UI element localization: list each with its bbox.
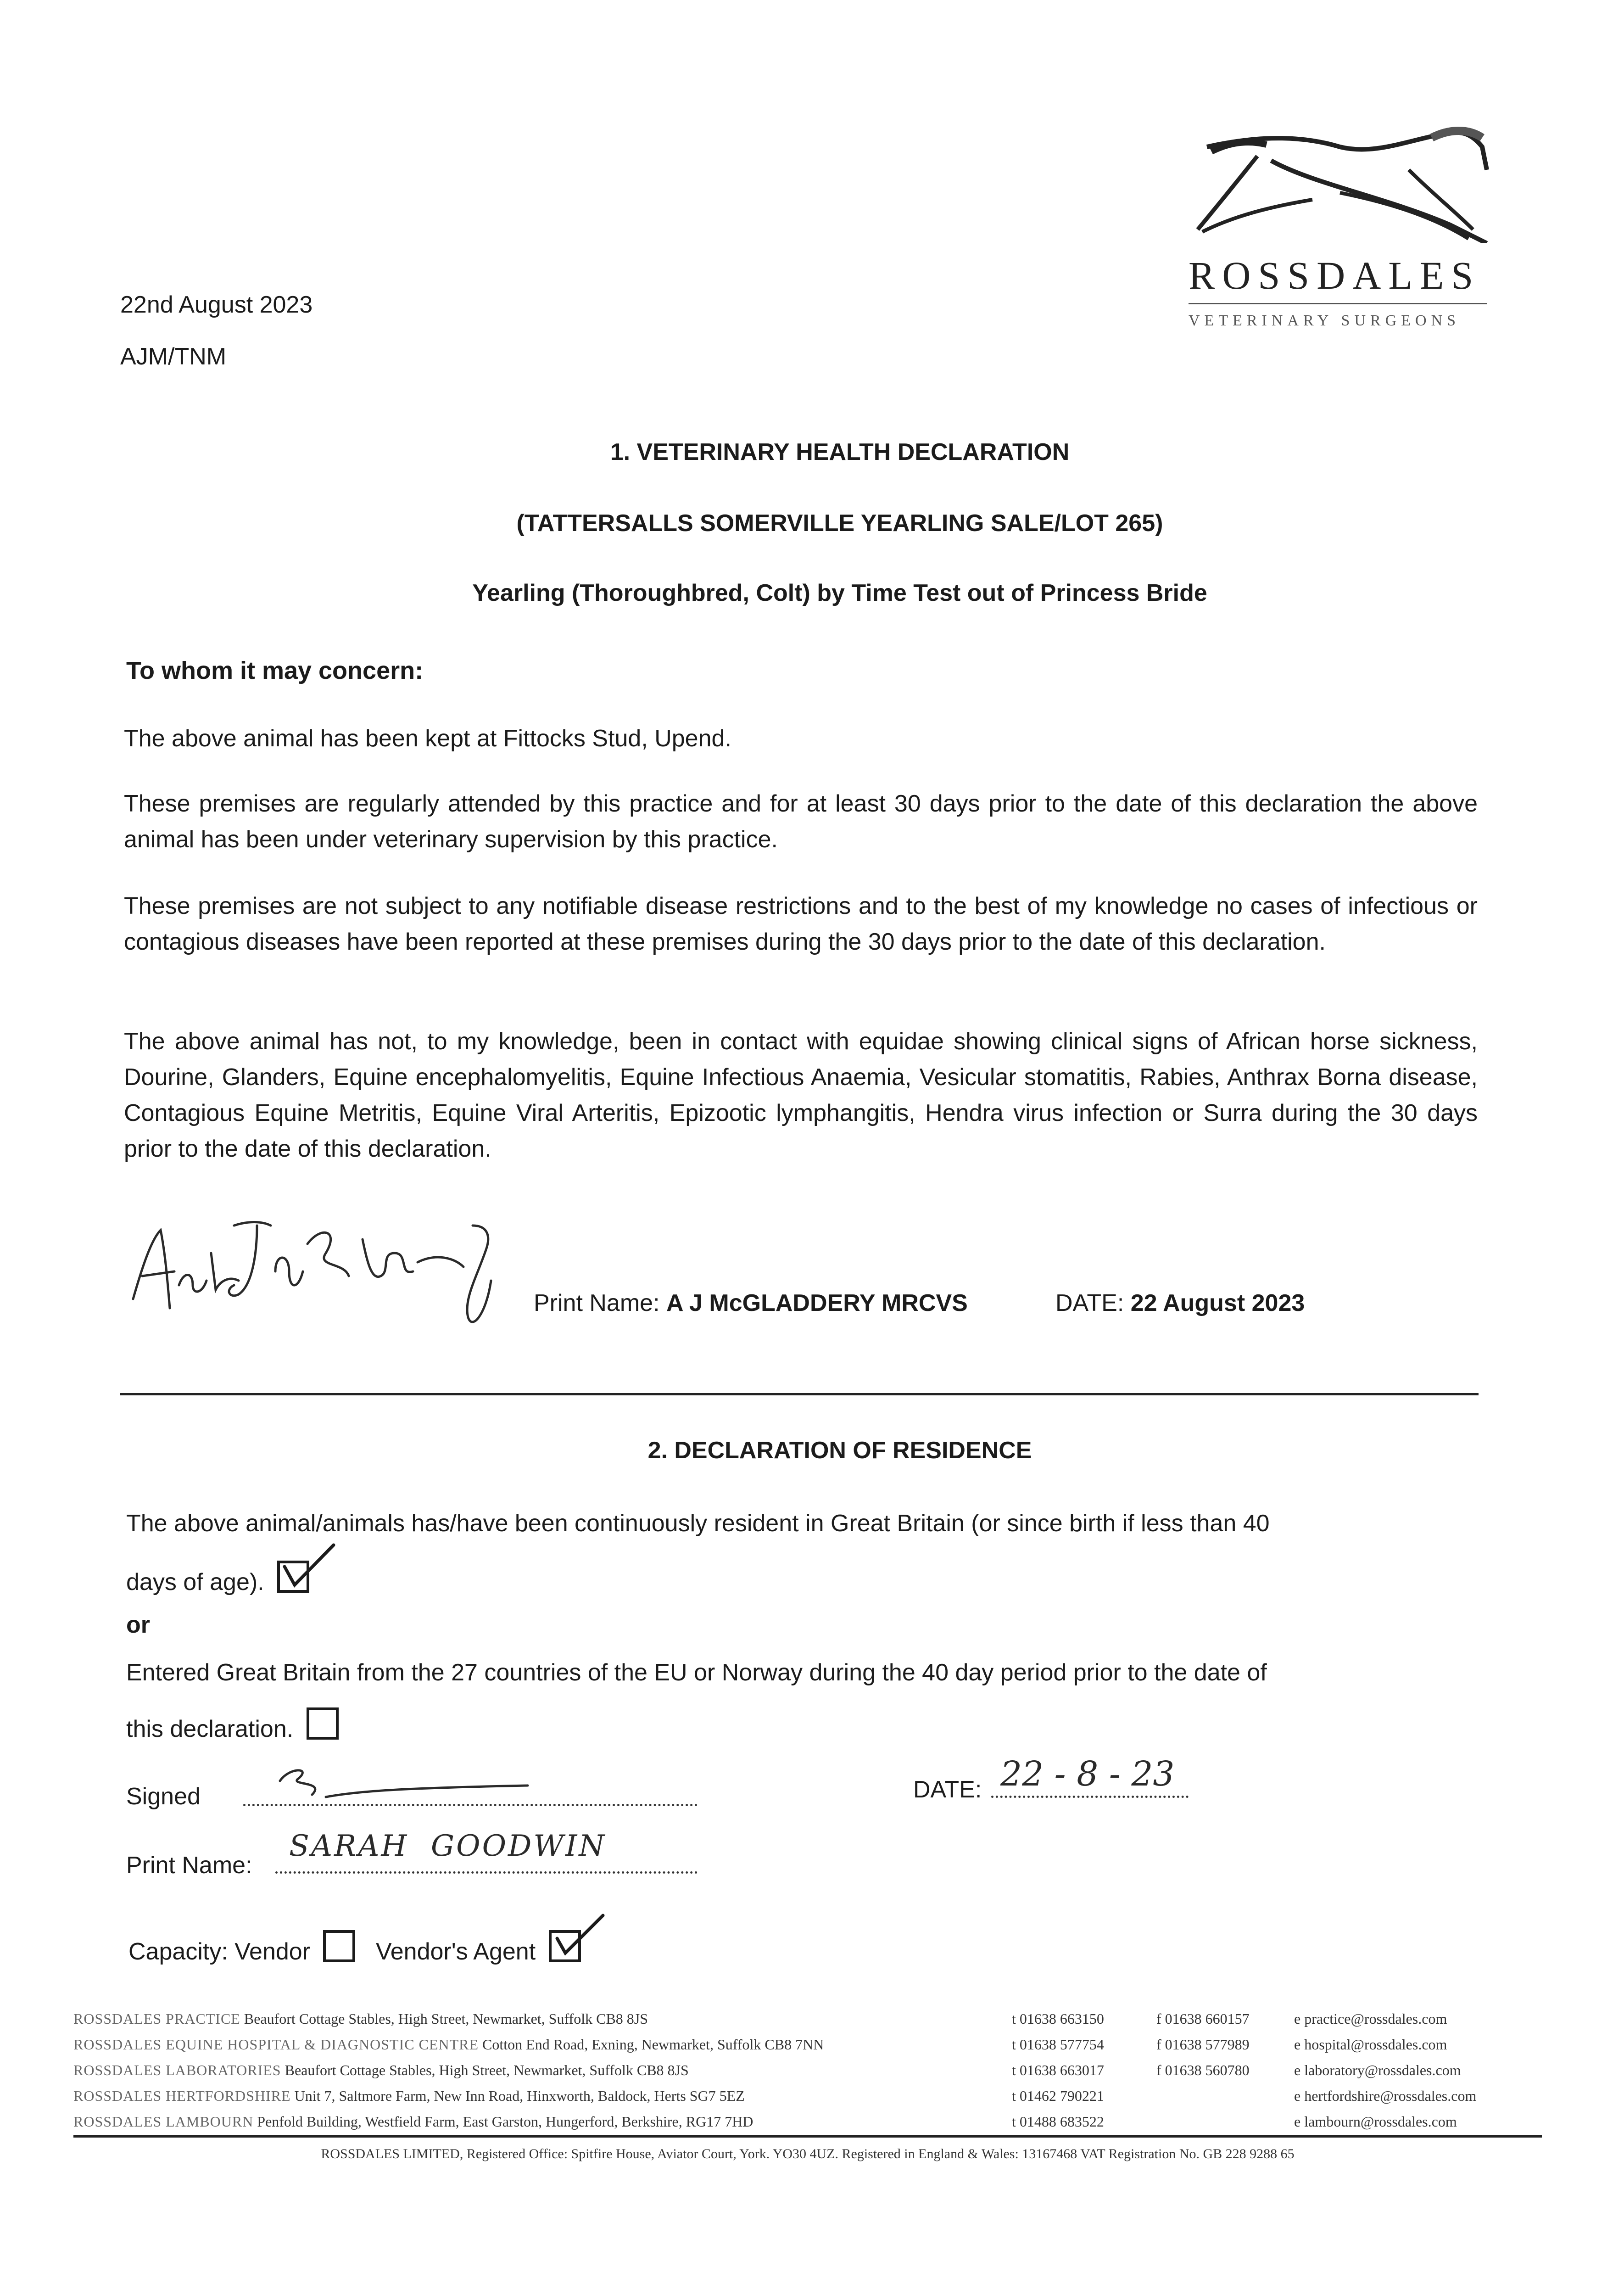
residence-option2: [126, 1707, 339, 1747]
checkmark-icon: [281, 1541, 336, 1592]
vet-signature: [124, 1198, 519, 1345]
vet-date-value: 22 August 2023: [1130, 1290, 1305, 1316]
letter-reference: AJM/TNM: [120, 343, 227, 370]
residence-option2-line2: this declaration.: [126, 1716, 294, 1742]
vendor-signature: [271, 1763, 546, 1804]
or-label: or: [126, 1612, 150, 1638]
footer-row-name: ROSSDALES PRACTICE: [73, 2010, 240, 2027]
vet-date: [1055, 1285, 1305, 1321]
vendor-date-label: DATE:: [913, 1776, 982, 1803]
footer-row-address: Cotton End Road, Exning, Newmarket, Suffolk CB8 7NN: [482, 2036, 824, 2053]
salutation: To whom it may concern:: [126, 657, 424, 684]
logo-name: ROSSDALES: [1189, 253, 1481, 297]
paragraph-no-restrictions: These premises are not subject to any notifiable disease restrictions and to the best of my knowledge no cases of infectious or contagious diseases have been reported at these premises during the 30 days prior to the date of this declaration.: [124, 893, 1478, 955]
footer-row-address: Beaufort Cottage Stables, High Street, Newmarket, Suffolk CB8 8JS: [285, 2062, 689, 2078]
residence-option1-line2: days of age).: [126, 1569, 264, 1595]
footer-row-email[interactable]: e practice@rossdales.com: [1294, 2010, 1447, 2027]
footer-row-email[interactable]: e laboratory@rossdales.com: [1294, 2062, 1461, 2078]
footer-row-name: ROSSDALES LAMBOURN: [73, 2113, 254, 2130]
footer-row-name: ROSSDALES EQUINE HOSPITAL & DIAGNOSTIC CENTRE: [73, 2036, 479, 2053]
vendor-print-name-label: Print Name:: [126, 1852, 252, 1879]
checkmark-icon: [552, 1911, 608, 1961]
footer-row-phone: t 01638 663150: [1012, 2010, 1104, 2027]
footer-contacts: [73, 2006, 1542, 2134]
section1-animal: Yearling (Thoroughbred, Colt) by Time Test out of Princess Bride: [472, 580, 1207, 606]
footer-row-phone: t 01462 790221: [1012, 2088, 1104, 2104]
capacity-vendor-checkbox[interactable]: [323, 1930, 355, 1962]
footer-row-name: ROSSDALES LABORATORIES: [73, 2062, 281, 2078]
residence-option2-line1: Entered Great Britain from the 27 countries of the EU or Norway during the 40 day period prior to the date of: [126, 1659, 1267, 1686]
signed-field[interactable]: [243, 1763, 698, 1806]
footer-row-fax: f 01638 560780: [1156, 2062, 1250, 2078]
footer-row-email[interactable]: e lambourn@rossdales.com: [1294, 2113, 1457, 2130]
footer-row: [73, 2083, 1542, 2109]
logo-tagline: VETERINARY SURGEONS: [1189, 312, 1461, 329]
capacity-agent-label: Vendor's Agent: [375, 1938, 536, 1965]
footer-divider: [73, 2135, 1542, 2138]
footer-row-email[interactable]: e hospital@rossdales.com: [1294, 2036, 1447, 2053]
footer-row-fax: f 01638 577989: [1156, 2036, 1250, 2053]
horse-logo-icon: [1193, 119, 1505, 243]
residence-option1: [126, 1561, 309, 1600]
footer-registration: ROSSDALES LIMITED, Registered Office: Spitfire House, Aviator Court, York. YO30 4UZ. Registered in England & Wales: 13167468 VAT Registration No. GB 228 9288 65: [321, 2146, 1295, 2161]
residence-option1-line1: The above animal/animals has/have been continuously resident in Great Britain (or since birth if less than 40: [126, 1510, 1270, 1537]
vendor-date-field[interactable]: [991, 1754, 1189, 1798]
letter-date: 22nd August 2023: [120, 291, 313, 318]
capacity-row: [128, 1930, 581, 1970]
paragraph-premises-kept: The above animal has been kept at Fittocks Stud, Upend.: [124, 725, 731, 752]
section1-subtitle: (TATTERSALLS SOMERVILLE YEARLING SALE/LOT 265): [516, 510, 1163, 537]
footer-row-phone: t 01488 683522: [1012, 2113, 1104, 2130]
footer-row-name: ROSSDALES HERTFORDSHIRE: [73, 2088, 291, 2104]
footer-row: [73, 2109, 1542, 2134]
rossdales-logo: [1175, 119, 1496, 340]
footer-row: [73, 2032, 1542, 2057]
footer-row-phone: t 01638 577754: [1012, 2036, 1104, 2053]
footer-row-address: Beaufort Cottage Stables, High Street, Newmarket, Suffolk CB8 8JS: [244, 2010, 648, 2027]
vet-print-name-label: Print Name:: [534, 1290, 666, 1316]
paragraph-supervision: These premises are regularly attended by this practice and for at least 30 days prior to the date of this declaration the above animal has been under veterinary supervision by this practice.: [124, 790, 1478, 853]
logo-divider: [1189, 303, 1487, 304]
footer-row-email[interactable]: e hertfordshire@rossdales.com: [1294, 2088, 1477, 2104]
vendor-print-name-field[interactable]: [275, 1829, 698, 1874]
vet-print-name: [534, 1285, 968, 1321]
paragraph-no-contact: The above animal has not, to my knowledge, been in contact with equidae showing clinical signs of African horse sickness, Dourine, Glanders, Equine encephalomyelitis, Equine Infectious Anaemia, Vesicular stomatitis, Rabies, Anthrax Borna disease, Contagious Equine Metritis, Equine Viral Arteritis, Epizootic lymphangitis, Hendra virus infection or Surra during the 30 days prior to the date of this declaration.: [124, 1028, 1478, 1162]
footer-row-address: Unit 7, Saltmore Farm, New Inn Road, Hinxworth, Baldock, Herts SG7 5EZ: [294, 2088, 745, 2104]
section-divider: [120, 1393, 1479, 1395]
vet-print-name-value: A J McGLADDERY MRCVS: [666, 1290, 968, 1316]
capacity-label: Capacity: Vendor: [128, 1938, 311, 1965]
vendor-print-name-handwritten: SARAH GOODWIN: [289, 1829, 607, 1863]
footer-row-address: Penfold Building, Westfield Farm, East Garston, Hungerford, Berkshire, RG17 7HD: [257, 2113, 753, 2130]
footer-row-phone: t 01638 663017: [1012, 2062, 1104, 2078]
footer-row-fax: f 01638 660157: [1156, 2010, 1250, 2027]
footer-row: [73, 2057, 1542, 2083]
vendor-date-handwritten: 22 - 8 - 23: [1000, 1754, 1175, 1794]
footer-row: [73, 2006, 1542, 2032]
capacity-agent-checkbox[interactable]: [549, 1930, 581, 1962]
residence-option2-checkbox[interactable]: [307, 1707, 339, 1740]
section2-title: 2. DECLARATION OF RESIDENCE: [647, 1437, 1032, 1464]
vet-date-label: DATE:: [1055, 1290, 1131, 1316]
residence-option1-checkbox[interactable]: [277, 1561, 309, 1593]
signed-label: Signed: [126, 1783, 201, 1810]
section1-title: 1. VETERINARY HEALTH DECLARATION: [610, 439, 1070, 465]
